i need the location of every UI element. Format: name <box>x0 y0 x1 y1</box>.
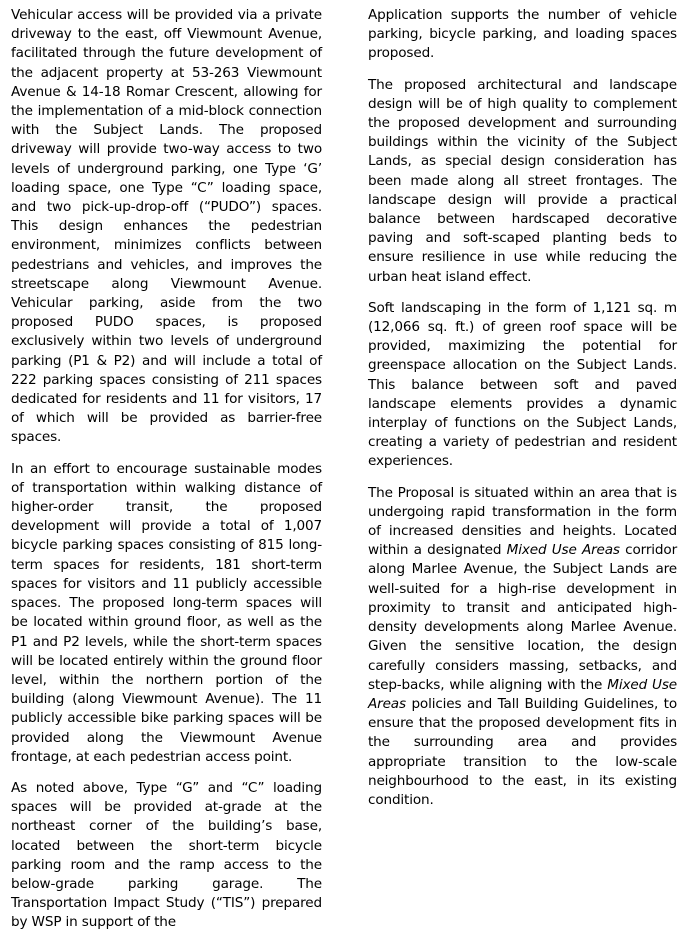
context-text-2: corridor along Marlee Avenue, the Subject Lands are well-suited for a high-rise development in proximity to transit and anticipated high-density developments along Marlee Avenue. Given the sensitive location, the design carefully considers massing, setbacks, and step-backs, while aligning with the <box>368 542 678 693</box>
right-column <box>368 6 677 822</box>
context-text-1: The Proposal is situated within an area that is undergoing rapid transformation in the form of increased densities and heights. Located within a designated <box>368 484 677 559</box>
context-text-3: policies and Tall Building Guidelines, to ensure that the proposed development fits in the surrounding area and provides appropriate transition to the low-scale neighbourhood to the east, in its existing condition. <box>368 695 678 808</box>
paragraph-tis-continuation: Application supports the number of vehicle parking, bicycle parking, and loading spaces proposed. <box>368 7 677 62</box>
left-column <box>11 6 322 945</box>
paragraph-loading-spaces: As noted above, Type “G” and “C” loading spaces will be provided at-grade at the northeast corner of the building’s base, located between the short-term bicycle parking room and the ramp access to the below-grade parking garage. The Transportation Impact Study (“TIS”) prepared by WSP in support of the <box>11 779 322 931</box>
mixed-use-areas-term: Mixed Use Areas <box>368 676 677 712</box>
paragraph-context <box>368 484 677 810</box>
mixed-use-areas-term: Mixed Use Areas <box>506 542 620 559</box>
paragraph-bicycle-parking: In an effort to encourage sustainable modes of transportation within walking distance of higher-order transit, the proposed development will provide a total of 1,007 bicycle parking spaces consisting of 815 long-term spaces for residents, 181 short-term spaces for visitors and 11 publicly accessible spaces. The proposed long-term spaces will be located within ground floor, as well as the P1 and P2 levels, while the short-term spaces will be located entirely within the ground floor level, within the northern portion of the building (along Viewmount Avenue). The 11 publicly accessible bike parking spaces will be provided along the Viewmount Avenue frontage, at each pedestrian access point. <box>11 460 322 765</box>
paragraph-vehicular-access: Vehicular access will be provided via a private driveway to the east, off Viewmount Avenue, facilitated through the future development of the adjacent property at 53-263 Viewmount Avenue & 14-18 Romar Crescent, allowing for the implementation of a mid-block connection with the Subject Lands. The proposed driveway will provide two-way access to two levels of underground parking, one Type ‘G’ loading space, one Type “C” loading space, and two pick-up-drop-off (“PUDO”) spaces. This design enhances the pedestrian environment, minimizes conflicts between pedestrians and vehicles, and improves the streetscape along Viewmount Avenue. Vehicular parking, aside from the two proposed PUDO spaces, is proposed exclusively within two levels of underground parking (P1 & P2) and will include a total of 222 parking spaces consisting of 211 spaces dedicated for residents and 11 for visitors, 17 of which will be provided as barrier-free spaces. <box>11 7 322 446</box>
paragraph-soft-landscaping: Soft landscaping in the form of 1,121 sq. m (12,066 sq. ft.) of green roof space will be provided, maximizing the potential for greenspace allocation on the Subject Lands. This balance between soft and paved landscape elements provides a dynamic interplay of functions on the Subject Lands, creating a variety of pedestrian and resident experiences. <box>368 299 677 470</box>
paragraph-architectural-design: The proposed architectural and landscape design will be of high quality to complement the proposed development and surrounding buildings within the vicinity of the Subject Lands, as special design consideration has been made along all street frontages. The landscape design will provide a practical balance between hardscaped decorative paving and soft-scaped planting beds to ensure resilience in use while reducing the urban heat island effect. <box>368 76 677 285</box>
